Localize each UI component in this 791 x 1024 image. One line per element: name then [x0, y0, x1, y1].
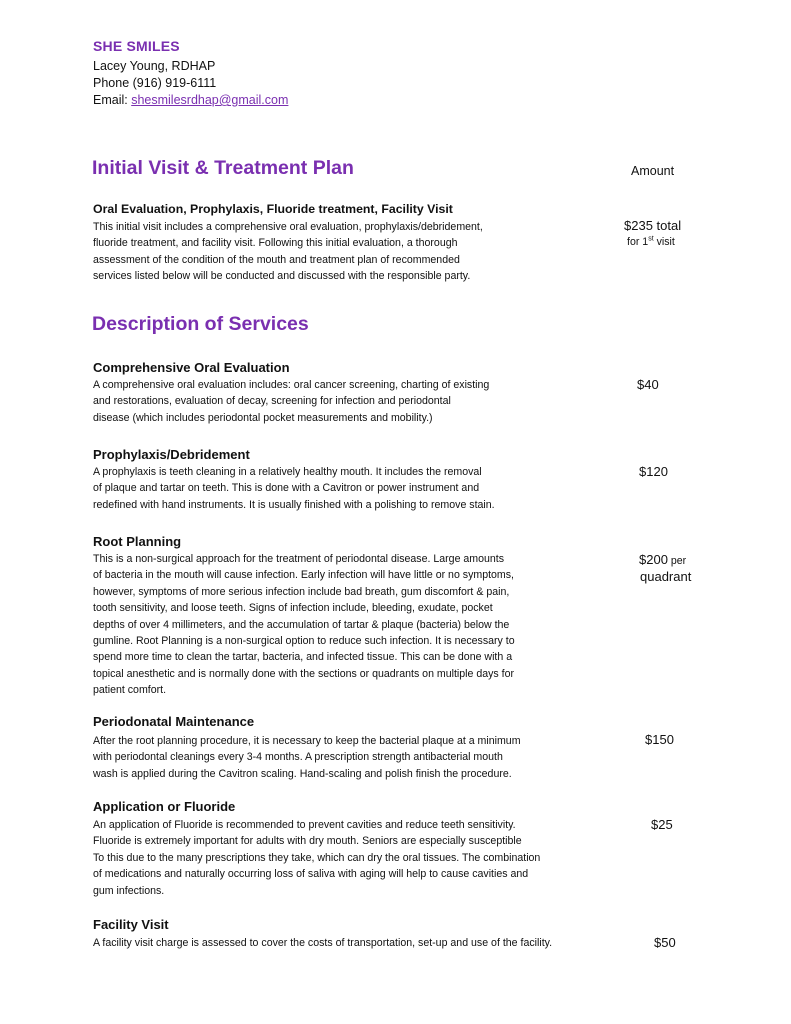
- service-title-facility-visit: Facility Visit: [93, 917, 169, 932]
- email-label: Email:: [93, 93, 132, 107]
- service-description-facility-visit: [93, 935, 613, 951]
- service-price-prophylaxis: $120: [639, 464, 668, 479]
- service-price-unit-root-planning: quadrant: [640, 569, 692, 584]
- description-line: services listed below will be conducted and discussed with the responsible party.: [93, 270, 471, 283]
- description-line: topical anesthetic and is normally done with the sections or quadrants on multiple days for: [93, 667, 515, 680]
- service-description-prophylaxis: [93, 464, 613, 513]
- description-line: with periodontal cleanings every 3-4 months. A prescription strength antibacterial mouth: [93, 751, 503, 764]
- initial-visit-description: [93, 219, 613, 285]
- description-line: assessment of the condition of the mouth and treatment plan of recommended: [93, 253, 460, 266]
- price-value: $200: [639, 552, 668, 567]
- email-line: [93, 93, 288, 107]
- description-line: and restorations, evaluation of decay, screening for infection and periodontal: [93, 395, 451, 408]
- description-line: To this due to the many prescriptions they take, which can dry the oral tissues. The combination: [93, 851, 541, 864]
- description-line: After the root planning procedure, it is necessary to keep the bacterial plaque at a minimum: [93, 735, 521, 747]
- description-line: however, symptoms of more serious infection include bad breath, gum discomfort & pain,: [93, 585, 510, 598]
- provider-name: Lacey Young, RDHAP: [93, 59, 216, 73]
- amount-heading: Amount: [631, 164, 675, 178]
- service-title-periodontal-maintenance: Periodonatal Maintenance: [93, 714, 255, 729]
- description-line: of bacteria in the mouth will cause infection. Early infection will have little or no symptoms,: [93, 569, 514, 582]
- description-line: depths of over 4 millimeters, and the accumulation of tartar & plaque (bacteria) below the: [93, 618, 510, 631]
- initial-visit-price-note: [627, 236, 675, 248]
- service-title-prophylaxis: Prophylaxis/Debridement: [93, 447, 250, 462]
- price-note-prefix: for 1: [627, 236, 649, 248]
- description-line: redefined with hand instruments. It is usually finished with a polishing to remove stain.: [93, 498, 495, 511]
- service-title-fluoride: Application or Fluoride: [93, 799, 236, 814]
- service-price-facility-visit: $50: [654, 935, 676, 950]
- price-suffix: per: [667, 555, 687, 567]
- description-line: wash is applied during the Cavitron scaling. Hand-scaling and polish finish the procedure.: [93, 767, 512, 780]
- description-line: This is a non-surgical approach for the treatment of periodontal disease. Large amounts: [93, 553, 505, 565]
- description-line: This initial visit includes a comprehensive oral evaluation, prophylaxis/debridement,: [93, 221, 483, 233]
- service-price-fluoride: $25: [651, 817, 673, 832]
- description-line: gumline. Root Planning is a non-surgical option to reduce such infection. It is necessary to: [93, 635, 515, 648]
- description-line: patient comfort.: [93, 684, 167, 697]
- initial-visit-title: Oral Evaluation, Prophylaxis, Fluoride treatment, Facility Visit: [93, 202, 453, 216]
- services-heading: Description of Services: [92, 313, 309, 335]
- service-price-root-planning: [639, 552, 686, 567]
- brand-name: SHE SMILES: [93, 38, 180, 54]
- description-line: tooth sensitivity, and loose teeth. Signs of infection include, bleeding, exudate, pocket: [93, 602, 493, 615]
- description-line: A prophylaxis is teeth cleaning in a relatively healthy mouth. It includes the removal: [93, 466, 482, 478]
- price-note-sup: st: [648, 235, 654, 243]
- description-line: Fluoride is extremely important for adults with dry mouth. Seniors are especially susceptible: [93, 835, 522, 848]
- description-line: gum infections.: [93, 884, 165, 897]
- description-line: A comprehensive oral evaluation includes: oral cancer screening, charting of existing: [93, 379, 490, 391]
- service-description-root-planning: [93, 551, 613, 699]
- service-price-periodontal-maintenance: $150: [645, 732, 674, 747]
- initial-visit-heading: Initial Visit & Treatment Plan: [92, 157, 354, 179]
- service-description-fluoride: [93, 817, 613, 899]
- description-line: spend more time to clean the tartar, bacteria, and infected tissue. This can be done with a: [93, 651, 513, 664]
- phone-number: Phone (916) 919-6111: [93, 76, 217, 90]
- description-line: An application of Fluoride is recommended to prevent cavities and reduce teeth sensitivity.: [93, 819, 516, 831]
- service-title-oral-evaluation: Comprehensive Oral Evaluation: [93, 360, 290, 375]
- price-note-suffix: visit: [653, 236, 675, 248]
- service-title-root-planning: Root Planning: [93, 534, 182, 549]
- service-description-periodontal-maintenance: [93, 733, 613, 782]
- description-line: A facility visit charge is assessed to cover the costs of transportation, set-up and use of the facility.: [93, 937, 553, 949]
- email-link[interactable]: shesmilesrdhap@gmail.com: [131, 93, 289, 107]
- service-price-oral-evaluation: $40: [637, 377, 659, 392]
- description-line: fluoride treatment, and facility visit. Following this initial evaluation, a thorough: [93, 237, 458, 250]
- description-line: of plaque and tartar on teeth. This is done with a Cavitron or power instrument and: [93, 482, 480, 495]
- service-description-oral-evaluation: [93, 377, 613, 426]
- initial-visit-price: $235 total: [624, 218, 682, 233]
- description-line: of medications and naturally occurring loss of saliva with aging will help to cause cavities and: [93, 868, 529, 881]
- description-line: disease (which includes periodontal pocket measurements and mobility.): [93, 411, 433, 424]
